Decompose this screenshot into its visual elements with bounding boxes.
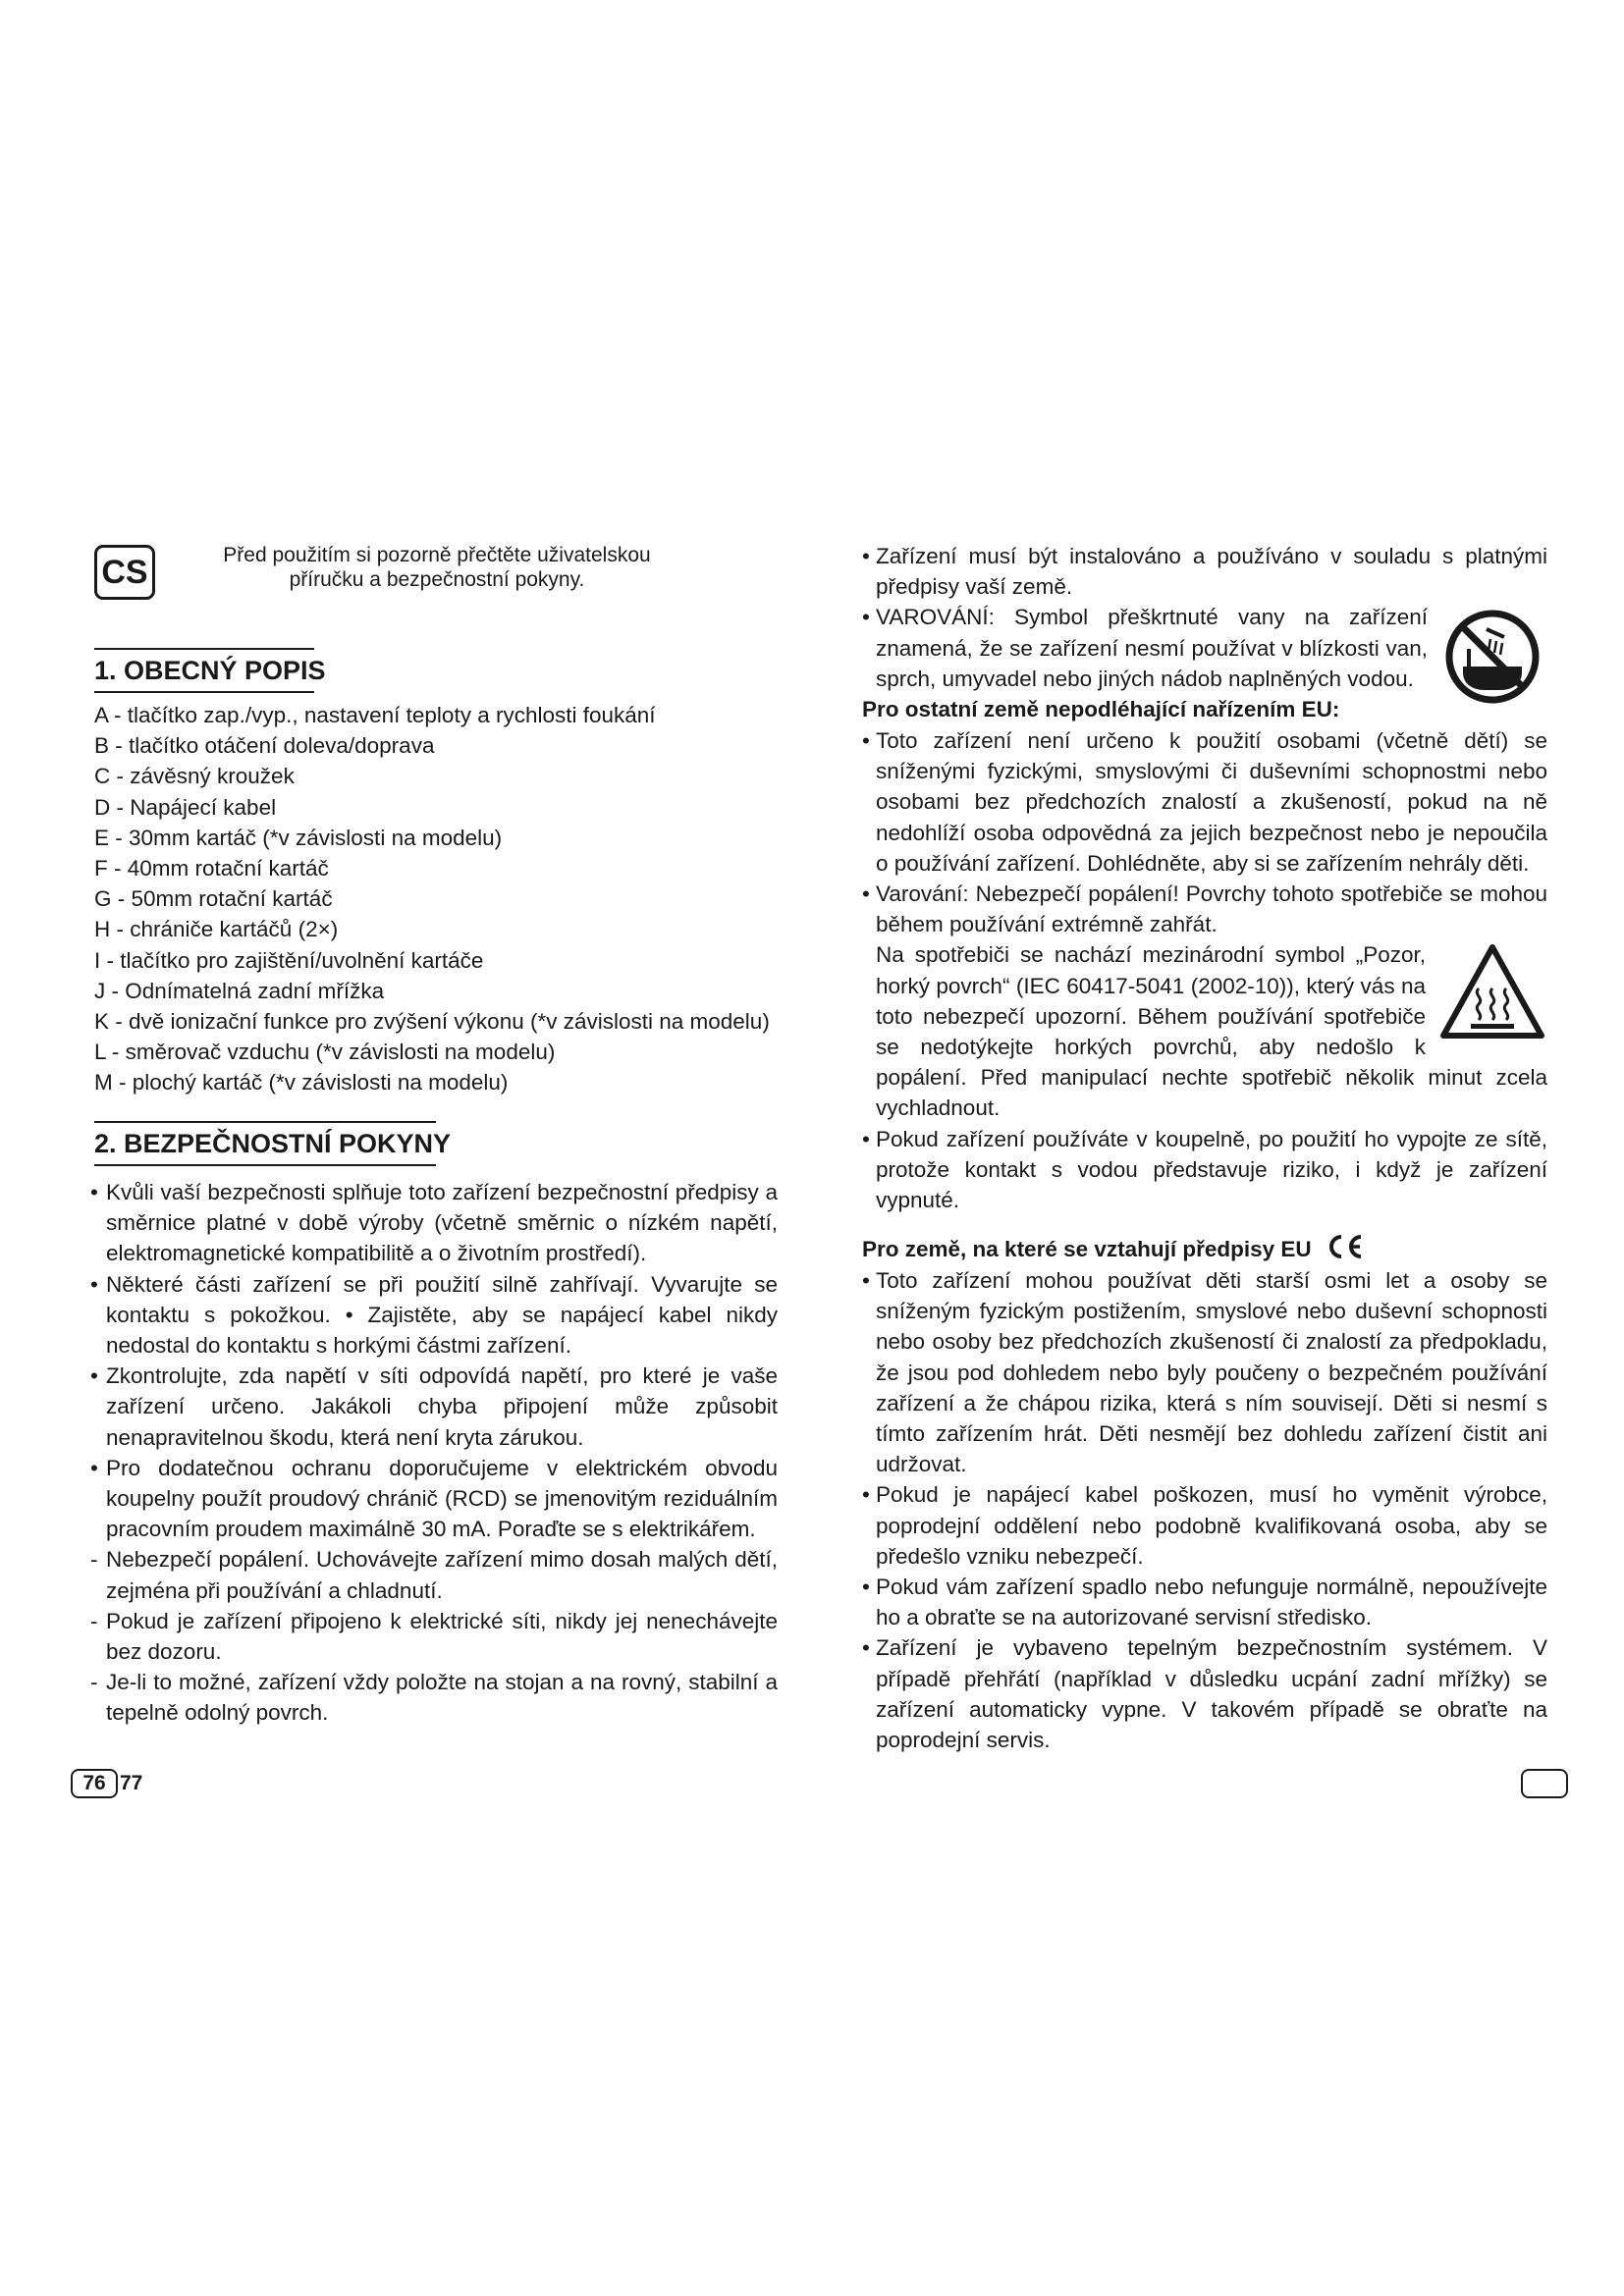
- bullet: -: [90, 1547, 98, 1573]
- page-number-right-text: 77: [120, 1772, 143, 1794]
- legend-item: E - 30mm kartáč (*v závislosti na modelu): [94, 825, 503, 850]
- section-2-bottom-rule: [94, 1164, 436, 1166]
- bullet: •: [862, 1575, 870, 1600]
- section-1-top-rule: [94, 648, 314, 650]
- legend-item: B - tlačítko otáčení doleva/doprava: [94, 733, 435, 759]
- bullet: •: [862, 605, 870, 630]
- list-item: • Toto zařízení není určeno k použití osobami (včetně dětí) se sníženými fyzickými, smyslovými či duševními schopnostmi nebo osobami bez předchozích znalostí a zkušeností, pokud na ně nedohlíží osoba odpovědná za jejich bezpečnost nebo je nepoučila o používání zařízení. Dohlédněte, aby si se zařízením nehrály děti.: [862, 725, 1547, 879]
- bullet: •: [862, 1635, 870, 1661]
- right-list-c: [862, 1265, 1547, 1755]
- legend-item: F - 40mm rotační kartáč: [94, 855, 329, 881]
- legend-item: H - chrániče kartáčů (2×): [94, 917, 339, 942]
- intro-note: [204, 543, 670, 592]
- bullet: •: [90, 1455, 98, 1480]
- section-1-bottom-rule: [94, 691, 314, 693]
- hot-surface-warning-icon: [1437, 941, 1547, 1047]
- list-item: • Pokud vám zařízení spadlo nebo nefunguje normálně, nepoužívejte ho a obraťte se na autorizované servisní středisko.: [862, 1572, 1547, 1632]
- list-item: • Pro dodatečnou ochranu doporučujeme v elektrickém obvodu koupelny použít proudový chránič (RCD) se jmenovitým reziduálním pracovním proudem maximálně 30 mA. Poraďte se s elektrikářem.: [90, 1453, 778, 1545]
- section-2-title: 2. BEZPEČNOSTNÍ POKYNY: [94, 1129, 452, 1158]
- page-number-box-right: [1521, 1769, 1568, 1798]
- legend-item: A - tlačítko zap./vyp., nastavení teploty a rychlosti foukání: [94, 703, 656, 727]
- list-item: • Pokud zařízení používáte v koupelně, po použití ho vypojte ze sítě, protože kontakt s vodou představuje riziko, i když je zařízení vypnuté.: [862, 1124, 1547, 1216]
- safety-list: [90, 1177, 778, 1729]
- legend-item: L - směrovač vzduchu (*v závislosti na modelu): [94, 1040, 556, 1065]
- no-bath-icon: [1443, 608, 1547, 721]
- page-number-left: 76: [71, 1769, 118, 1798]
- intro-line-1: Před použitím si pozorně přečtěte uživatelskou: [223, 544, 651, 566]
- list-item: - Nebezpečí popálení. Uchovávejte zařízení mimo dosah malých dětí, zejména při používání a chladnutí.: [90, 1544, 778, 1605]
- right-list-b: [862, 725, 1547, 1215]
- subhead-non-eu: Pro ostatní země nepodléhající nařízením EU:: [862, 697, 1340, 721]
- subhead-eu: Pro země, na které se vztahují předpisy EU: [862, 1233, 1365, 1268]
- list-item: • Pokud je napájecí kabel poškozen, musí ho vyměnit výrobce, poprodejní oddělení nebo podobně kvalifikovaná osoba, aby se předešlo vzniku nebezpečí.: [862, 1479, 1547, 1572]
- list-item: - Pokud je zařízení připojeno k elektrické síti, nikdy jej nenechávejte bez dozoru.: [90, 1606, 778, 1667]
- bullet: -: [90, 1670, 98, 1695]
- list-item: • Toto zařízení mohou používat děti starší osmi let a osoby se sníženým fyzickým postižením, smyslové nebo duševní schopnosti nebo osoby bez předchozích zkušeností či znalostí za předpokladu, že jsou pod dohledem nebo byly poučeny o bezpečném používání zařízení a že chápou rizika, která s ním souvisejí. Děti si nesmí s tímto zařízením hrát. Děti nesmějí bez dohledu zařízení čistit ani udržovat.: [862, 1265, 1547, 1479]
- list-item: • Zařízení je vybaveno tepelným bezpečnostním systémem. V případě přehřátí (například v důsledku ucpání zadní mřížky) se zařízení automaticky vypne. V takovém případě se obraťte na poprodejní servis.: [862, 1632, 1547, 1755]
- legend-item: D - Napájecí kabel: [94, 794, 277, 820]
- bullet: •: [90, 1180, 98, 1204]
- list-item: Na spotřebiči se nachází mezinárodní symbol „Pozor, horký povrch“ (IEC 60417-5041 (2002-10)), který vás na toto nebezpečí upozorní. Během používání spotřebiče se nedotýkejte horkých povrchů, aby nedošlo k popálení. Před manipulací nechte spotřebič několik minut zcela vychladnout.: [876, 942, 1547, 1121]
- bullet: •: [862, 881, 870, 907]
- bullet: •: [862, 1126, 870, 1151]
- bullet: •: [90, 1363, 98, 1389]
- component-legend: [94, 700, 770, 1097]
- intro-line-2: příručku a bezpečnostní pokyny.: [289, 568, 585, 591]
- section-1-title: 1. OBECNÝ POPIS: [94, 656, 326, 685]
- list-item: - Je-li to možné, zařízení vždy položte na stojan a na rovný, stabilní a tepelně odolný povrch.: [90, 1667, 778, 1728]
- ce-mark-icon: [1324, 1233, 1365, 1268]
- list-item: • VAROVÁNÍ: Symbol přeškrtnuté vany na zařízení znamená, že se zařízení nesmí používat v blízkosti van, sprch, umyvadel nebo jiných nádob naplněných vodou.: [862, 602, 1547, 694]
- bullet: •: [862, 1268, 870, 1293]
- list-item: • Kvůli vaší bezpečnosti splňuje toto zařízení bezpečnostní předpisy a směrnice platné v době výroby (včetně směrnic o nízkém napětí, elektromagnetické kompatibilitě a o životním prostředí).: [90, 1177, 778, 1269]
- bullet: •: [862, 728, 870, 753]
- legend-item: M - plochý kartáč (*v závislosti na modelu): [94, 1070, 509, 1095]
- bullet: •: [90, 1271, 98, 1297]
- list-item: • Zařízení musí být instalováno a používáno v souladu s platnými předpisy vaší země.: [862, 541, 1547, 602]
- legend-item: I - tlačítko pro zajištění/uvolnění kartáče: [94, 947, 484, 973]
- bullet: •: [862, 1482, 870, 1508]
- language-badge: CS: [94, 545, 155, 600]
- section-2-top-rule: [94, 1121, 436, 1123]
- legend-item: C - závěsný kroužek: [94, 764, 295, 789]
- list-item: • Varování: Nebezpečí popálení! Povrchy tohoto spotřebiče se mohou během používání extrémně zahřát.: [862, 879, 1547, 939]
- legend-item: G - 50mm rotační kartáč: [94, 886, 333, 912]
- list-item: • Některé části zařízení se při použití silně zahřívají. Vyvarujte se kontaktu s pokožkou. • Zajistěte, aby se napájecí kabel nikdy nedostal do kontaktu s horkými částmi zařízení.: [90, 1269, 778, 1362]
- list-item: • Zkontrolujte, zda napětí v síti odpovídá napětí, pro které je vaše zařízení určeno. Jakákoli chyba připojení může způsobit nenapravitelnou škodu, která není kryta zárukou.: [90, 1361, 778, 1453]
- bullet: •: [862, 544, 870, 568]
- bullet: -: [90, 1608, 98, 1633]
- legend-item: J - Odnímatelná zadní mřížka: [94, 978, 385, 1003]
- legend-item: K - dvě ionizační funkce pro zvýšení výkonu (*v závislosti na modelu): [94, 1008, 770, 1034]
